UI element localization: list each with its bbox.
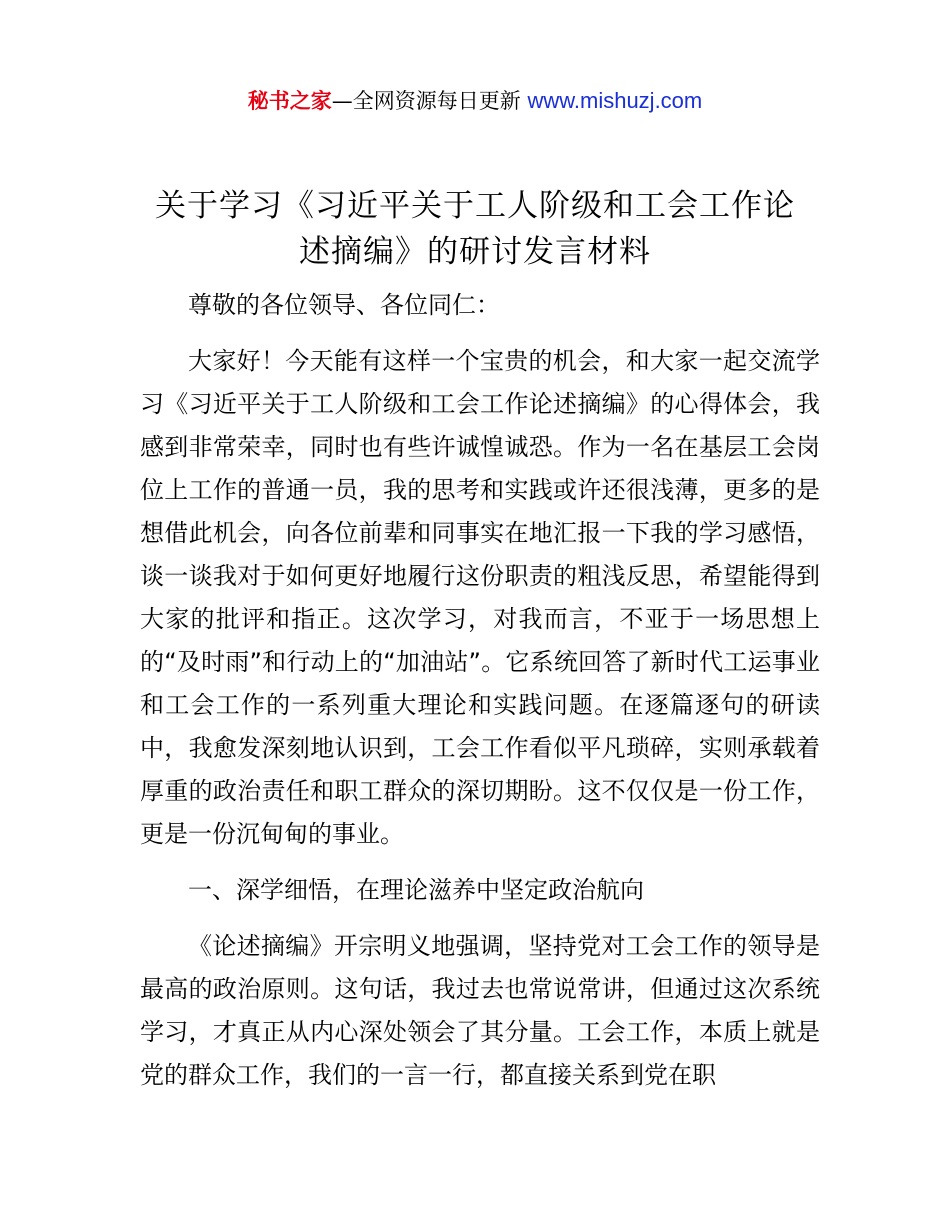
document-body (140, 284, 820, 1097)
site-header (0, 86, 950, 116)
paragraph-2: 《论述摘编》开宗明义地强调，坚持党对工会工作的领导是最高的政治原则。这句话，我过去也常说常讲，但通过这次系统学习，才真正从内心深处领会了其分量。工会工作，本质上就是党的群众工作，我们的一言一行，都直接关系到党在职 (140, 932, 820, 1089)
salutation: 尊敬的各位领导、各位同仁： (188, 291, 500, 319)
title-line-1: 关于学习《习近平关于工人阶级和工会工作论 (155, 188, 795, 224)
section-heading-1: 一、深学细悟，在理论滋养中坚定政治航向 (188, 876, 644, 904)
document-title (120, 183, 830, 275)
site-url-link[interactable]: www.mishuzj.com (527, 88, 703, 113)
paragraph-1: 大家好！今天能有这样一个宝贵的机会，和大家一起交流学习《习近平关于工人阶级和工会工作论述摘编》的心得体会，我感到非常荣幸，同时也有些许诚惶诚恐。作为一名在基层工会岗位上工作的普通一员，我的思考和实践或许还很浅薄，更多的是想借此机会，向各位前辈和同事实在地汇报一下我的学习感悟，谈一谈我对于如何更好地履行这份职责的粗浅反思，希望能得到大家的批评和指正。这次学习，对我而言，不亚于一场思想上的“及时雨”和行动上的“加油站”。它系统回答了新时代工运事业和工会工作的一系列重大理论和实践问题。在逐篇逐句的研读中，我愈发深刻地认识到，工会工作看似平凡琐碎，实则承载着厚重的政治责任和职工群众的深切期盼。这不仅仅是一份工作，更是一份沉甸甸的事业。 (140, 347, 820, 848)
brand-name: 秘书之家 (247, 89, 332, 113)
header-tagline: —全网资源每日更新 (331, 89, 528, 113)
title-line-2: 述摘编》的研讨发言材料 (299, 234, 651, 270)
